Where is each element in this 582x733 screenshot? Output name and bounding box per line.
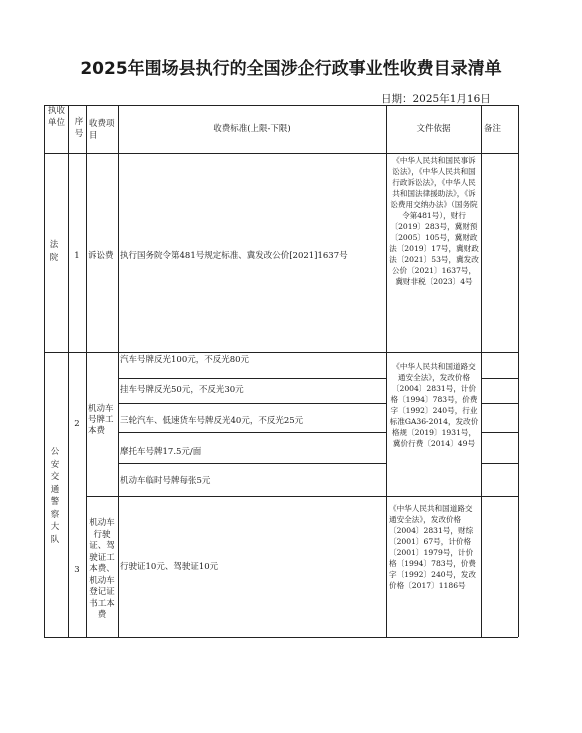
row1-standard: 执行国务院令第481号规定标准、冀发改公价[2021]1637号 [120, 251, 348, 261]
header-basis: 文件依据 [416, 124, 451, 134]
row2-standard-3: 三轮汽车、低速货车号牌反光40元，不反光25元 [120, 416, 304, 426]
header-unit: 执收单位 [47, 106, 65, 128]
row2-standard-1: 汽车号牌反光100元，不反光80元 [120, 355, 250, 365]
row2-basis: 《中华人民共和国道路交通安全法》，发改价格〔2004〕2831号，计价格〔1994〕783号，价费字〔1992〕240号，行业标准GA36-2014，发改价格规〔2019〕1931号，冀价行费〔2014〕49号 [389, 362, 479, 448]
header-seq: 序号 [74, 117, 84, 139]
row1-unit: 法院 [49, 240, 59, 263]
row1-basis: 《中华人民共和国民事诉讼法》，《中华人民共和国行政诉讼法》，《中华人民共和国法律援助法》，《诉讼费用交纳办法》（国务院令第481号），财行〔2019〕283号，冀财预〔2005〕105号，冀财政法〔2019〕17号，冀财政法〔2021〕53号，冀发改公价〔2021〕1637号，冀财非税〔2023〕4号 [389, 156, 479, 286]
row2-item: 机动车号牌工本费 [88, 404, 114, 436]
page-title: 2025年围场县执行的全国涉企行政事业性收费目录清单 [80, 59, 502, 79]
header-remark: 备注 [484, 124, 502, 134]
header-item: 收费项目 [89, 119, 115, 141]
row3-standard: 行驶证10元、驾驶证10元 [120, 562, 219, 572]
row3-basis: 《中华人民共和国道路交通安全法》，发改价格〔2004〕2831号，财综〔2001〕67号，计价格〔2001〕1979号，计价格〔1994〕783号，价费字〔1992〕240号，发改价格〔2017〕1186号 [389, 504, 476, 590]
header-standard: 收费标准(上限-下限) [213, 124, 291, 134]
row2-standard-5: 机动车临时号牌每张5元 [120, 476, 211, 486]
row1-item: 诉讼费 [88, 251, 114, 261]
row2-standard-2: 挂车号牌反光50元，不反光30元 [120, 385, 244, 395]
row2-standard-4: 摩托车号牌17.5元/面 [120, 447, 202, 457]
police-unit: 公安交通警察大队 [50, 447, 60, 545]
row3-seq: 3 [74, 565, 80, 575]
row1-seq: 1 [74, 251, 80, 261]
document-date: 日期：2025年1月16日 [381, 93, 491, 105]
row2-seq: 2 [74, 419, 80, 429]
row3-item: 机动车行驶证、驾驶证工本费、机动车登记证书工本费 [89, 518, 115, 620]
